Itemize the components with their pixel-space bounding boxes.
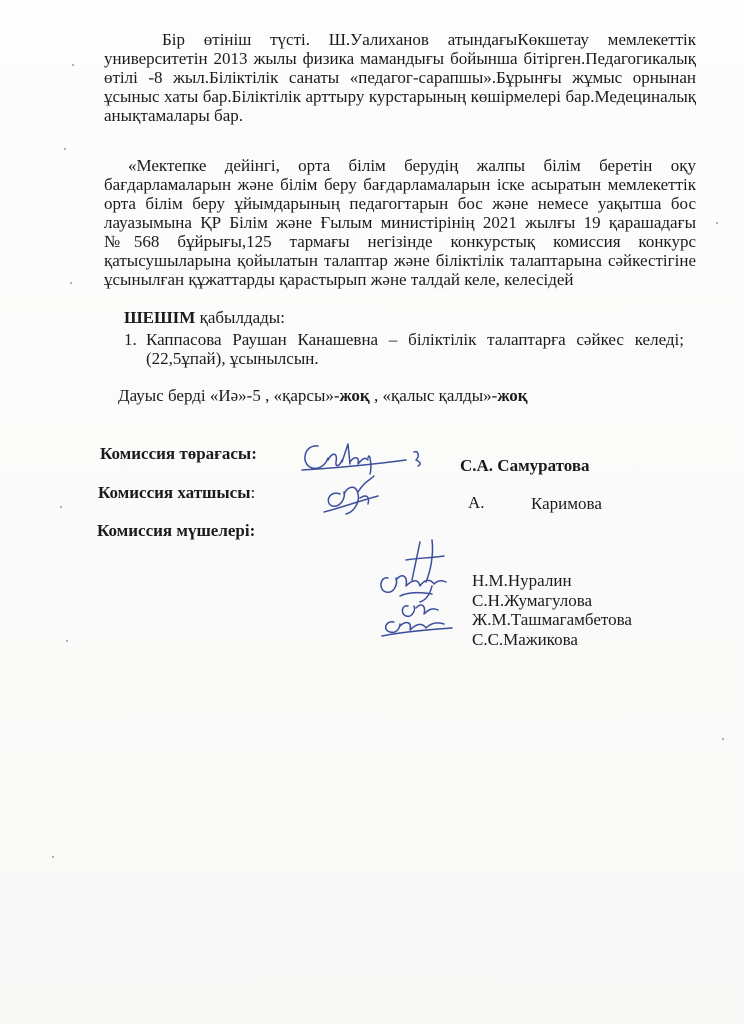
decision-heading [124,308,285,327]
scan-speck [722,738,724,740]
chair-name: С.А. Самуратова [460,456,590,475]
decision-heading-rest: қабылдады: [195,308,285,327]
scan-speck [70,282,72,284]
member-name: С.Н.Жумагулова [472,590,593,610]
member-name: С.С.Мажикова [472,629,578,649]
members-label: Комиссия мүшелері: [97,521,256,540]
secretary-signature [316,472,388,520]
scan-speck [72,64,74,66]
members-list [472,571,632,649]
vote-prefix: Дауыс берді «Иә»-5 , «қарсы»- [118,386,340,405]
paragraph-regulation: «Мектепке дейінгі, орта білім берудің жалпы білім беретін оқу бағдарламаларын және білім беру бағдарламаларын іске асыратын мемлекеттік орта білім беру ұйымдарының педагогтарын бос және немесе уақытша бос лауазымына ҚР Білім және Ғылым министірінің 2021 жылғы 19 қарашадағы №568 бұйрығы,125 тармағы негізінде конкурстық комиссия конкурс қатысушыларына қойылатын талаптар және біліктілік талаптарына сәйкестігіне ұсынылған құжаттарды қарастырып және талдай келе, келесідей [104,156,696,289]
member-name: Н.М.Нуралин [472,571,572,590]
vote-abstained: жоқ [497,386,528,405]
vote-against: жоқ [339,386,370,405]
secretary-initial: А. [468,493,485,512]
decision-item-text: Каппасова Раушан Канашевна – біліктілік талаптарға сәйкес келеді;(22,5ұпай), ұсынылсын. [146,330,684,368]
scan-speck [60,506,62,508]
scan-speck [716,222,718,224]
decision-item [124,330,684,368]
decision-heading-bold: ШЕШІМ [124,308,196,327]
vote-middle: , «қалыс қалды»- [369,386,498,405]
scan-speck [66,640,68,642]
decision-list [124,330,684,368]
scan-speck [64,148,66,150]
member-name: Ж.М.Ташмагамбетова [472,610,632,629]
paragraph-application: Бір өтініш түсті. Ш.Уалиханов атындағыКөкшетау мемлекеттік университетін 2013 жылы физика мамандығы бойынша бітірген.Педагогикалық өтілі -8 жыл.Біліктілік санаты «педагог-сарапшы».Бұрынғы жұмыс орнынан ұсыныс хаты бар.Біліктілік арттыру курстарының көшірмелері бар.Медециналық анықтамалары бар. [104,30,696,125]
secretary-label: Комиссия хатшысы: [98,483,256,502]
chair-label: Комиссия төрағасы: [100,444,257,463]
secretary-surname: Каримова [531,494,602,513]
vote-result [118,386,528,405]
decision-item-number: 1. [124,330,137,349]
scan-speck [52,856,54,858]
members-signatures [372,536,472,646]
